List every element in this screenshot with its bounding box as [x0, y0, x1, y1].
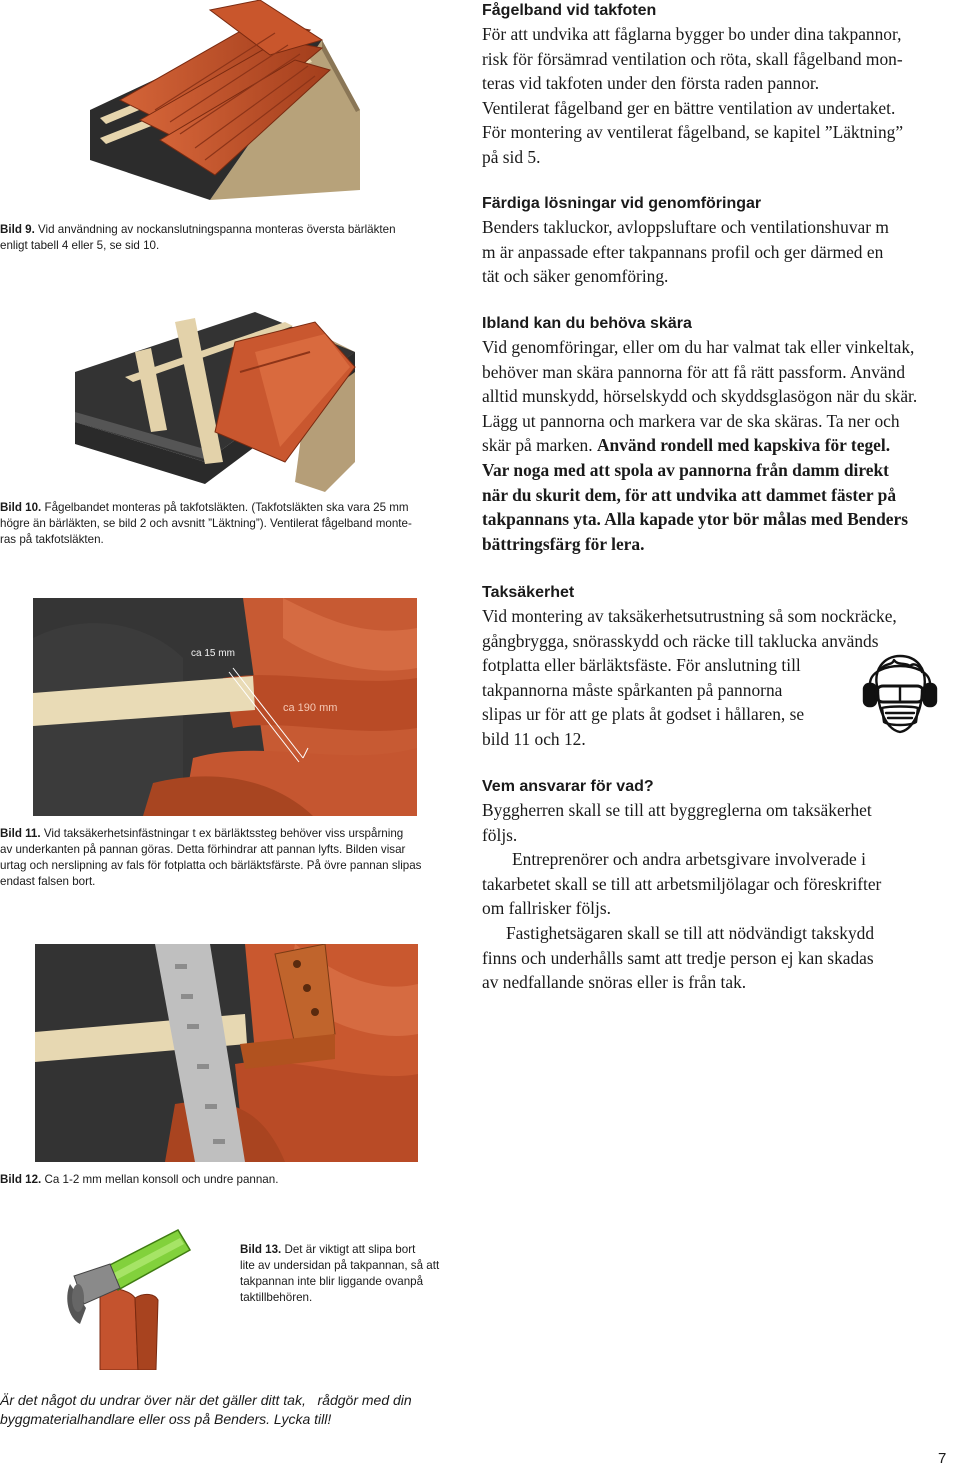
text-line: av nedfallande snöras eller is från tak.: [482, 972, 747, 993]
text-line: slipas ur för att ge plats åt godset i hållaren, se: [482, 704, 805, 725]
text-line: teras vid takfoten under den första raden pannor.: [482, 73, 820, 94]
caption-label: Bild 11.: [0, 827, 41, 840]
footer-note: [0, 1391, 520, 1429]
text-line: Benders takluckor, avloppsluftare och ventilationshuvar m: [482, 217, 889, 237]
caption-text: högre än bärläkten, se bild 2 och avsnitt ”Läktning”). Ventilerat fågelband monte-: [0, 517, 412, 530]
text-line: alltid munskydd, hörselskydd och skyddsglasögon när du skär.: [482, 386, 918, 407]
caption-bild11: [0, 826, 470, 890]
figure-9-ridge-illustration: [60, 0, 380, 200]
caption-text: ras på takfotsläkten.: [0, 533, 104, 546]
text-line: skär på marken.: [482, 435, 593, 456]
dimension-label-190mm: ca 190 mm: [283, 702, 338, 714]
caption-text: takpannan inte blir liggande ovanpå: [240, 1275, 424, 1288]
caption-bild12: [0, 1172, 470, 1188]
caption-bild9: [0, 222, 470, 254]
bold-text: bättringsfärg för lera.: [482, 533, 645, 554]
text-line: Byggherren skall se till att byggreglerna om taksäkerhet: [482, 800, 872, 820]
caption-text: Det är viktigt att slipa bort: [284, 1243, 416, 1256]
text-line: Fastighetsägaren skall se till att nödvändigt takskydd: [506, 922, 875, 943]
bold-text: när du skurit dem, för att undvika att dammet fäster på: [482, 484, 897, 505]
section-skara: [482, 315, 952, 556]
text-line: Entreprenörer och andra arbetsgivare involverade i: [512, 849, 866, 870]
section-fardiga: [482, 195, 952, 289]
heading-ansvar: Vem ansvarar för vad?: [482, 778, 654, 795]
figure-13-grinder-illustration: [60, 1228, 210, 1370]
caption-label: Bild 9.: [0, 223, 35, 236]
text-line: risk för försämrad ventilation och röta, skall fågelband mon-: [482, 48, 903, 69]
caption-text: Vid användning av nockanslutningspanna monteras översta bärläkten: [38, 223, 396, 236]
text-line: För montering av ventilerat fågelband, se kapitel ”Läktning”: [482, 122, 904, 143]
caption-label: Bild 13.: [240, 1243, 282, 1256]
caption-text: Ca 1-2 mm mellan konsoll och undre pannan.: [44, 1173, 279, 1186]
skara-text: [482, 335, 952, 556]
fagelband-text: [482, 22, 952, 170]
text-line: gångbrygga, snörasskydd och räcke till taklucka används: [482, 630, 879, 651]
text-line: fotplatta eller bärläktsfäste. För anslutning till: [482, 655, 801, 676]
heading-skara: Ibland kan du behöva skära: [482, 315, 692, 332]
text-line: Vid genomföringar, eller om du har valmat tak eller vinkeltak,: [482, 337, 915, 357]
text-line: Ventilerat fågelband ger en bättre ventilation av undertaket.: [482, 97, 896, 118]
heading-fardiga: Färdiga lösningar vid genomföringar: [482, 195, 762, 212]
caption-text: endast falsen bort.: [0, 875, 96, 888]
caption-text: Fågelbandet monteras på takfotsläkten. (Takfotsläkten ska vara 25 mm: [44, 501, 409, 514]
text-line: takpannorna måste spårkanten på pannorna: [482, 679, 783, 700]
caption-text: taktillbehören.: [240, 1291, 313, 1304]
heading-fagelband: Fågelband vid takfoten: [482, 2, 657, 19]
text-line: bild 11 och 12.: [482, 728, 586, 749]
heading-taksakerhet: Taksäkerhet: [482, 584, 575, 601]
caption-bild10: [0, 500, 470, 548]
text-line: Lägg ut pannorna och markera var de ska skäras. Ta ner och: [482, 410, 900, 431]
figure-10-eaves-illustration: [55, 312, 365, 494]
figure-12-bracket-photo: [35, 944, 418, 1162]
page-number: 7: [938, 1450, 947, 1467]
text-line: om fallrisker följs.: [482, 898, 611, 919]
caption-text: enligt tabell 4 eller 5, se sid 10.: [0, 239, 160, 252]
text-line: följs.: [482, 824, 518, 845]
caption-text: av underkanten på pannan göras. Detta förhindrar att pannan lyfts. Bilden visar: [0, 843, 406, 856]
text-line: takarbetet skall se till att arbetsmiljölagar och föreskrifter: [482, 873, 882, 894]
footer-line: byggmaterialhandlare eller oss på Benders. Lycka till!: [0, 1411, 332, 1427]
caption-text: Vid taksäkerhetsinfästningar t ex bärläktssteg behöver viss urspårning: [43, 827, 404, 840]
dimension-label-15mm: ca 15 mm: [191, 648, 235, 659]
bold-text: Var noga med att spola av pannorna från damm direkt: [482, 459, 889, 480]
caption-text: lite av undersidan på takpannan, så att: [240, 1259, 440, 1272]
text-line: på sid 5.: [482, 146, 541, 167]
text-line: För att undvika att fåglarna bygger bo under dina takpannor,: [482, 24, 902, 44]
caption-label: Bild 12.: [0, 1173, 42, 1186]
fardiga-text: [482, 215, 952, 289]
text-line: finns och underhålls samt att tredje person ej kan skadas: [482, 947, 874, 968]
section-ansvar: [482, 778, 952, 995]
caption-bild13: [240, 1242, 480, 1306]
bold-text: takpannans yta. Alla kapade ytor bör målas med Benders: [482, 509, 908, 530]
text-line: m är anpassade efter takpannans profil och ger därmed en: [482, 241, 884, 262]
text-line: behöver man skära pannorna för att få rätt passform. Använd: [482, 361, 906, 382]
ansvar-text: [482, 798, 952, 995]
caption-text: urtag och nerslipning av fals för fotplatta och bärläktsfärste. På övre pannan slipas: [0, 859, 422, 872]
safety-person-icon: [858, 650, 942, 738]
bold-text: Använd rondell med kapskiva för tegel.: [596, 435, 891, 456]
text-line: Vid montering av taksäkerhetsutrustning så som nockräcke,: [482, 606, 897, 626]
footer-line: Är det något du undrar över när det gäller ditt tak, rådgör med din: [0, 1392, 412, 1408]
text-line: tät och säker genomföring.: [482, 266, 669, 287]
caption-label: Bild 10.: [0, 501, 42, 514]
figure-11-tile-grinding-photo: [33, 598, 417, 816]
section-fagelband: [482, 2, 952, 170]
